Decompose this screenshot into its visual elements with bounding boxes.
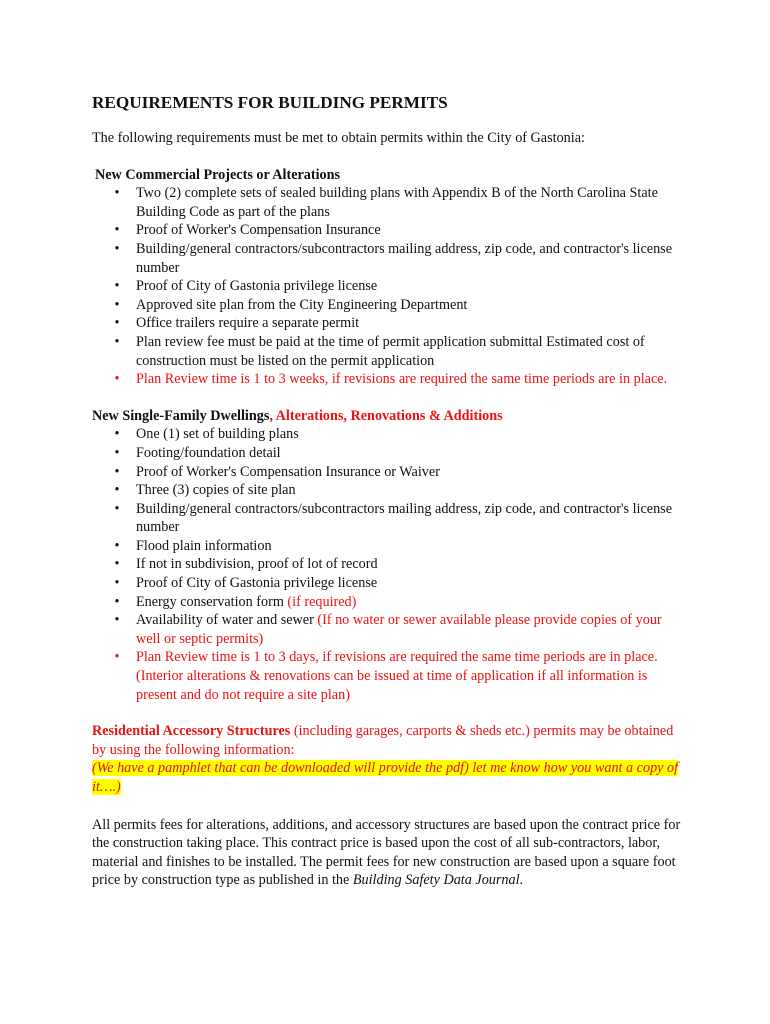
list-item: • One (1) set of building plans bbox=[92, 425, 688, 444]
list-item: • Flood plain information bbox=[92, 537, 688, 556]
commercial-heading: New Commercial Projects or Alterations bbox=[95, 166, 341, 183]
bullet-icon: • bbox=[114, 612, 120, 629]
list-item: • Plan review fee must be paid at the time of permit application submittal Estimated cost of construction must be listed on the permit application bbox=[92, 333, 688, 370]
list-item: • If not in subdivision, proof of lot of record bbox=[92, 555, 688, 574]
fees-paragraph: All permits fees for alterations, additions, and accessory structures are based upon the contract price for the construction taking place. This contract price is based upon the cost of all sub-contractors, labor, material and finishes to be installed. The permit fees for new construction are based upon a square foot price by construction type as published in the Building Safety Data Journal. bbox=[92, 816, 681, 889]
commercial-list bbox=[92, 184, 688, 389]
bullet-icon: • bbox=[114, 463, 120, 480]
list-item: • Energy conservation form (if required) bbox=[92, 593, 688, 612]
journal-title: Building Safety Data Journal bbox=[352, 872, 520, 889]
bullet-icon: • bbox=[114, 482, 120, 499]
bullet-icon: • bbox=[114, 240, 120, 257]
highlighted-note: (We have a pamphlet that can be downloaded will provide the pdf) let me know how you want a copy of it….) bbox=[92, 760, 679, 795]
accessory-paragraph: Residential Accessory Structures (including garages, carports & sheds etc.) permits may be obtained by using the following information: (We have a pamphlet that can be downloaded will provide the pdf) let me know how you want a copy of it….) bbox=[92, 723, 679, 795]
bullet-icon: • bbox=[114, 222, 120, 239]
list-item: • Building/general contractors/subcontractors mailing address, zip code, and contractor's license number bbox=[92, 240, 688, 277]
bullet-icon: • bbox=[114, 537, 120, 554]
list-item: • Proof of Worker's Compensation Insurance or Waiver bbox=[92, 463, 688, 482]
intro-paragraph: The following requirements must be met to obtain permits within the City of Gastonia: bbox=[92, 130, 585, 146]
list-item: • Availability of water and sewer (If no water or sewer available please provide copies of your well or septic permits) bbox=[92, 611, 688, 648]
bullet-icon: • bbox=[114, 500, 120, 517]
document-page bbox=[92, 92, 688, 890]
list-item: • Proof of City of Gastonia privilege license bbox=[92, 277, 688, 296]
list-item: • Three (3) copies of site plan bbox=[92, 481, 688, 500]
bullet-icon: • bbox=[114, 649, 120, 666]
list-item: • Footing/foundation detail bbox=[92, 444, 688, 463]
list-item-review-time: • Plan Review time is 1 to 3 weeks, if revisions are required the same time periods are in place. bbox=[92, 370, 688, 389]
bullet-icon: • bbox=[114, 426, 120, 443]
bullet-icon: • bbox=[114, 575, 120, 592]
list-item-review-time: • Plan Review time is 1 to 3 days, if revisions are required the same time periods are in place. (Interior alterations & renovations can be issued at time of application if all information is present and do not require a site plan) bbox=[92, 648, 688, 704]
bullet-icon: • bbox=[114, 315, 120, 332]
list-item: • Proof of City of Gastonia privilege license bbox=[92, 574, 688, 593]
bullet-icon: • bbox=[114, 185, 120, 202]
bullet-icon: • bbox=[114, 444, 120, 461]
list-item: • Proof of Worker's Compensation Insurance bbox=[92, 221, 688, 240]
residential-heading: New Single-Family Dwellings, Alterations, Renovations & Additions bbox=[92, 407, 503, 424]
bullet-icon: • bbox=[114, 593, 120, 610]
bullet-icon: • bbox=[114, 296, 120, 313]
bullet-icon: • bbox=[114, 278, 120, 295]
bullet-icon: • bbox=[114, 556, 120, 573]
list-item: • Approved site plan from the City Engineering Department bbox=[92, 296, 688, 315]
bullet-icon: • bbox=[114, 333, 120, 350]
page-title: REQUIREMENTS FOR BUILDING PERMITS bbox=[92, 93, 448, 112]
residential-list bbox=[92, 425, 688, 704]
bullet-icon: • bbox=[114, 371, 120, 388]
list-item: • Two (2) complete sets of sealed building plans with Appendix B of the North Carolina State Building Code as part of the plans bbox=[92, 184, 688, 221]
list-item: • Building/general contractors/subcontractors mailing address, zip code, and contractor's license number bbox=[92, 500, 688, 537]
list-item: • Office trailers require a separate permit bbox=[92, 314, 688, 333]
